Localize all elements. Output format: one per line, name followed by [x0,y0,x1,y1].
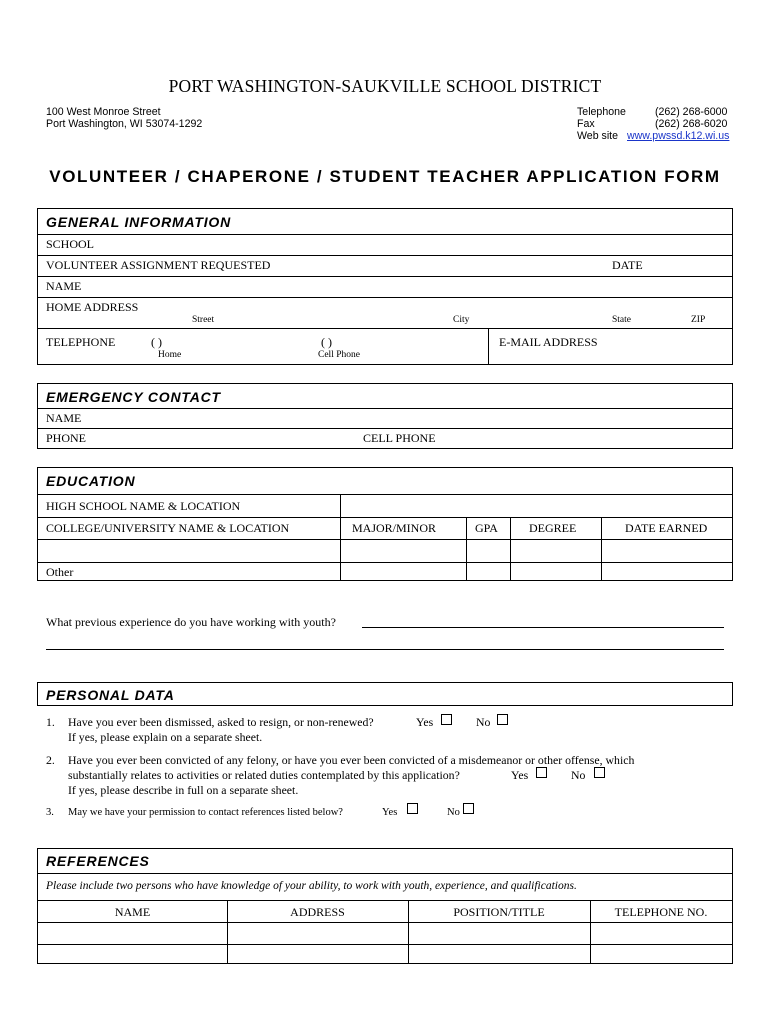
gpa-input[interactable] [470,542,506,560]
personal-data-section [37,682,733,706]
question-1-number: 1. [46,715,55,729]
home-sublabel: Home [158,350,182,360]
question-2-no-label: No [571,768,586,782]
district-address [46,106,202,130]
emergency-cell-phone-label: CELL PHONE [363,431,436,445]
address-line-1: 100 West Monroe Street [46,106,161,118]
divider [38,922,732,923]
reference-2-name-input[interactable] [42,945,223,962]
reference-1-position-input[interactable] [412,925,586,943]
telephone-label: Telephone [577,106,626,118]
emergency-cell-phone-input[interactable] [446,430,726,447]
question-2-number: 2. [46,753,55,767]
reference-name-header: NAME [114,905,151,919]
education-heading: EDUCATION [46,473,136,489]
email-input[interactable] [608,333,728,351]
references-instructions: Please include two persons who have knowledge of your ability, to work with youth, experience, and qualifications. [46,880,577,892]
divider [38,234,732,235]
other-label: Other [46,565,74,579]
question-2-yes-label: Yes [511,768,529,782]
date-label: DATE [612,258,643,272]
divider [38,539,732,540]
divider [38,900,732,901]
question-3-no-label: No [447,807,460,818]
date-input[interactable] [650,257,728,275]
gpa-label: GPA [475,521,498,535]
reference-2-telephone-input[interactable] [594,945,728,962]
references-heading: REFERENCES [46,853,150,869]
major-minor-label: MAJOR/MINOR [352,521,437,535]
question-3-text: May we have your permission to contact references listed below? [68,807,343,818]
reference-1-address-input[interactable] [231,925,404,943]
reference-position-header: POSITION/TITLE [453,905,545,919]
cell-phone-area-code: ( ) [321,335,332,349]
answer-underline [46,649,724,650]
question-3-yes-label: Yes [382,807,398,818]
answer-underline [362,627,724,628]
emergency-phone-label: PHONE [46,431,87,445]
form-title: VOLUNTEER / CHAPERONE / STUDENT TEACHER APPLICATION FORM [49,167,721,186]
question-3-yes-checkbox[interactable] [407,803,418,814]
references-section [37,848,733,964]
general-information-heading: GENERAL INFORMATION [46,214,232,230]
college-name-input[interactable] [44,542,336,560]
degree-label: DEGREE [529,521,577,535]
emergency-phone-input[interactable] [98,430,353,447]
reference-2-position-input[interactable] [412,945,586,962]
zip-sublabel: ZIP [691,315,706,325]
divider [38,276,732,277]
district-title: PORT WASHINGTON-SAUKVILLE SCHOOL DISTRICT [168,76,602,96]
home-phone-input[interactable] [203,333,313,351]
question-1-followup: If yes, please explain on a separate sheet. [68,730,263,744]
other-input[interactable] [88,563,336,579]
state-sublabel: State [612,315,631,325]
divider [510,517,511,580]
personal-data-heading: PERSONAL DATA [46,687,175,703]
telephone-value: (262) 268-6000 [655,106,728,118]
divider [38,517,732,518]
contact-values [655,106,727,130]
high-school-input[interactable] [346,497,726,515]
question-1-no-label: No [476,715,491,729]
divider [38,255,732,256]
reference-1-telephone-input[interactable] [594,925,728,943]
question-2-yes-checkbox[interactable] [536,767,547,778]
question-1-yes-checkbox[interactable] [441,714,452,725]
date-earned-input[interactable] [605,542,729,560]
assignment-input[interactable] [288,257,606,275]
divider [38,494,732,495]
home-address-input[interactable] [153,299,728,316]
fax-label: Fax [577,118,595,130]
question-2-text: Have you ever been convicted of any felony, or have you ever been convicted of a misdemeanor or other offense, which [68,753,635,767]
question-3-number: 3. [46,807,54,818]
question-1-text: Have you ever been dismissed, asked to resign, or non-renewed? [68,715,374,729]
website-label: Web site [577,130,619,142]
question-2-no-checkbox[interactable] [594,767,605,778]
divider [38,428,732,429]
reference-telephone-header: TELEPHONE NO. [614,905,708,919]
reference-address-header: ADDRESS [290,905,345,919]
cell-phone-input[interactable] [373,333,483,351]
name-input[interactable] [98,278,723,296]
divider [38,873,732,874]
divider [38,408,732,409]
home-address-label: HOME ADDRESS [46,300,139,314]
reference-1-name-input[interactable] [42,925,223,943]
college-label: COLLEGE/UNIVERSITY NAME & LOCATION [46,521,290,535]
major-minor-input[interactable] [344,542,462,560]
emergency-name-input[interactable] [98,410,723,428]
degree-input[interactable] [514,542,598,560]
city-sublabel: City [453,315,470,325]
reference-2-address-input[interactable] [231,945,404,962]
school-input[interactable] [108,236,723,254]
fax-value: (262) 268-6020 [655,118,728,130]
divider [38,328,732,329]
email-label: E-MAIL ADDRESS [499,335,598,349]
telephone-label: TELEPHONE [46,335,116,349]
emergency-name-label: NAME [46,411,82,425]
date-earned-label: DATE EARNED [625,521,708,535]
question-2-followup: If yes, please describe in full on a separate sheet. [68,783,299,797]
high-school-label: HIGH SCHOOL NAME & LOCATION [46,499,241,513]
emergency-contact-section [37,383,733,449]
assignment-label: VOLUNTEER ASSIGNMENT REQUESTED [46,258,271,272]
address-line-2: Port Washington, WI 53074-1292 [46,118,203,130]
divider [340,494,341,580]
question-1-no-checkbox[interactable] [497,714,508,725]
question-1-yes-label: Yes [416,715,434,729]
website-link[interactable]: www.pwssd.k12.wi.us [627,130,730,142]
school-label: SCHOOL [46,237,95,251]
experience-input-line-2[interactable] [46,633,724,649]
cell-phone-sublabel: Cell Phone [318,350,360,360]
divider [488,328,489,364]
experience-input-line-1[interactable] [362,612,724,628]
experience-question: What previous experience do you have working with youth? [46,615,336,629]
contact-labels [577,106,626,142]
divider [38,297,732,298]
general-information-section [37,208,733,365]
question-3-no-checkbox[interactable] [463,803,474,814]
name-label: NAME [46,279,82,293]
home-phone-area-code: ( ) [151,335,162,349]
street-sublabel: Street [192,315,215,325]
divider [601,517,602,580]
education-section [37,467,733,581]
emergency-contact-heading: EMERGENCY CONTACT [46,389,221,405]
divider [466,517,467,580]
question-2-text-continued: substantially relates to activities or related duties contemplated by this application? [68,768,460,782]
